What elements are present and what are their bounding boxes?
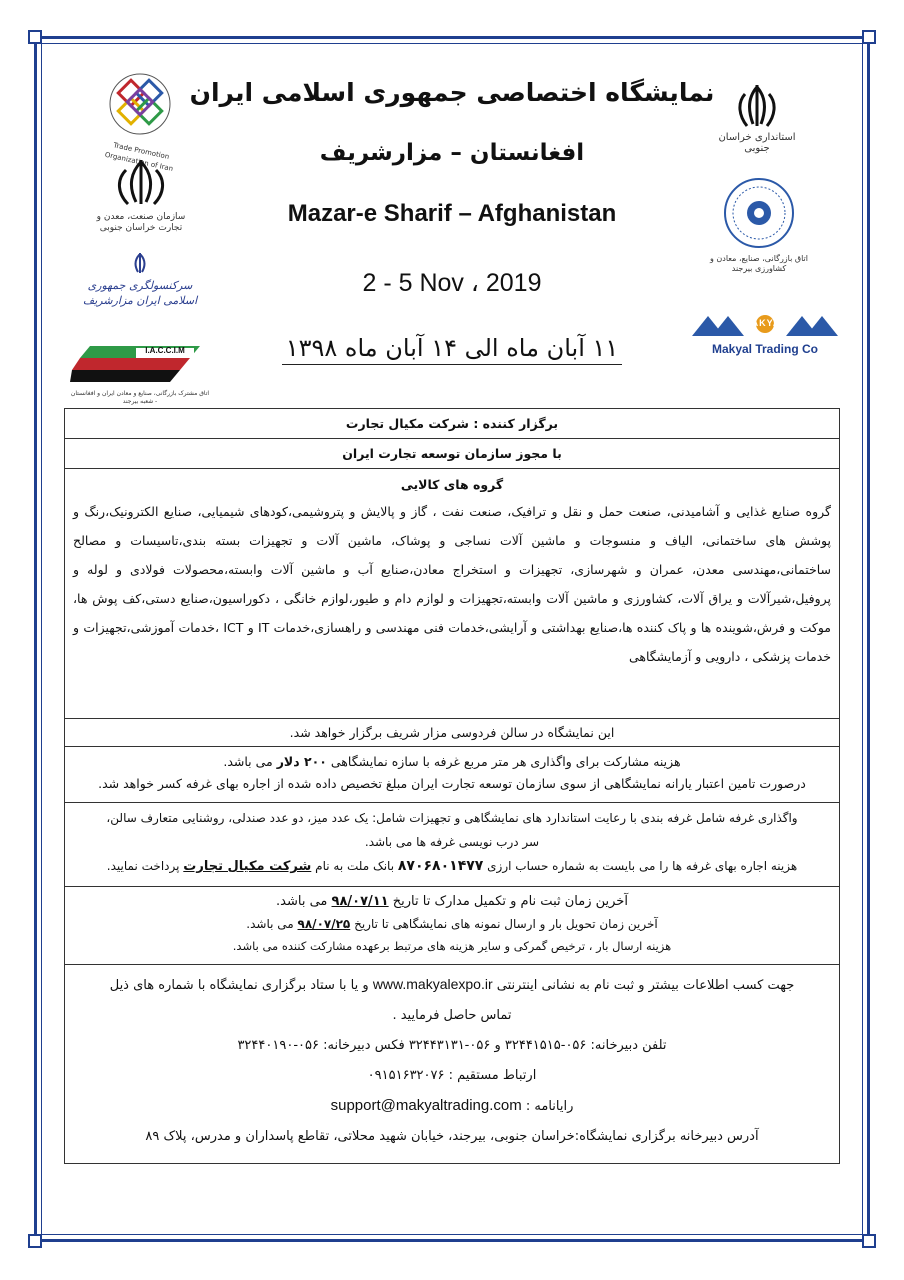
license-row: با مجوز سازمان توسعه تجارت ایران xyxy=(65,439,839,469)
border-corner xyxy=(28,1234,42,1248)
makyal-caption: Makyal Trading Co xyxy=(711,342,819,356)
chamber-seal-icon xyxy=(700,176,818,250)
makyal-mark-text: MAKYAL xyxy=(743,318,787,328)
registration-deadline-prefix: آخرین زمان ثبت نام و تکمیل مدارک تا تاریخ xyxy=(392,894,628,909)
registration-deadline-suffix: می باشد. xyxy=(276,894,328,909)
venue-row: این نمایشگاه در سالن فردوسی مزار شریف برگزار خواهد شد. xyxy=(65,719,839,747)
contact-suffix: و یا با ستاد برگزاری نمایشگاه با شماره های ذیل xyxy=(109,978,369,993)
mobile-line: ارتباط مستقیم : ۰۹۱۵۱۶۳۲۰۷۶ xyxy=(367,1068,537,1083)
email-line xyxy=(65,1091,839,1122)
phones-line: تلفن دبیرخانه: ۰۵۶-۳۲۴۴۱۵۱۵ و ۰۵۶-۳۲۴۴۳۱۳۱ فکس دبیرخانه: ۰۵۶-۳۲۴۴۰۱۹۰ xyxy=(237,1038,667,1053)
payment-suffix: پرداخت نمایید. xyxy=(106,859,180,873)
shipping-deadline-suffix: می باشد. xyxy=(246,917,294,931)
border-corner xyxy=(862,30,876,44)
shipping-deadline-prefix: آخرین زمان تحویل بار و ارسال نمونه های نمایشگاهی تا تاریخ xyxy=(354,917,658,931)
iaccim-caption: اتاق مشترک بازرگانی، صنایع و معادن ایران و افغانستان - شعبه بیرجند xyxy=(70,390,210,405)
exhibition-title: نمایشگاه اختصاصی جمهوری اسلامی ایران xyxy=(189,78,715,107)
contact-prefix: جهت کسب اطلاعات بیشتر و ثبت نام به نشانی اینترنتی xyxy=(496,978,795,993)
website-link[interactable]: www.makyalexpo.ir xyxy=(372,976,493,992)
fee-suffix: می باشد. xyxy=(223,754,273,769)
fee-row xyxy=(65,747,839,803)
dates-persian xyxy=(180,334,724,362)
shipping-costs-line: هزینه ارسال بار ، ترخیص گمرکی و سایر هزینه های مرتبط برعهده مشارکت کننده می باشد. xyxy=(232,939,672,953)
contact-row xyxy=(65,965,839,1163)
shipping-deadline-date: ۹۸/۰۷/۲۵ xyxy=(297,917,351,931)
dates-english: 2 - 5 Nov ، 2019 xyxy=(362,269,542,297)
product-groups-row xyxy=(65,469,839,719)
registration-deadline-line xyxy=(65,891,839,913)
deadlines-row xyxy=(65,887,839,965)
fee-line xyxy=(65,751,839,773)
contact-line-2: تماس حاصل فرمایید . xyxy=(392,1008,512,1023)
tpo-caption: Trade Promotion Organization of Iran xyxy=(104,141,174,174)
iaccim-label: I.A.C.C.I.M xyxy=(145,346,185,355)
product-groups-text: گروه صنایع غذایی و آشامیدنی، صنعت حمل و نقل و ترافیک، صنعت نفت ، گاز و پالایش و پتروشیمی،کودهای شیمیایی، صنایع الکترونیک،رنگ و پوشش های ساختمانی، الیاف و منسوجات و ماشین آلات نساجی و پوشاک، ماشین آلات و تجهیزات بسته بندی،تاسیسات و مصالح ساختمانی،مهندسی معدن، عمران و شهرسازی، تجهیزات و استخراج معادن،صنایع آب و ماشین آلات وابسته،محصولات فولادی و لوله و پروفیل،شیرآلات و یراق آلات، کشاورزی و ماشین آلات وابسته،تجهیزات و لوازم دام و طیور،لوازم خانگی ، دکوراسیون،صنایع دستی،کف پوش ها، موکت و فرش،شوینده ها و پاک کننده ها،صنایع بهداشتی و آرایشی،خدمات فنی مهندسی و راهسازی،خدمات IT و ICT ،خدمات آموزشی،تجهیزات و خدمات پزشکی ، دارویی و آزمایشگاهی xyxy=(73,504,831,664)
payment-company: شرکت مکیال تجارت xyxy=(183,859,312,874)
registration-deadline-date: ۹۸/۰۷/۱۱ xyxy=(331,894,389,909)
chamber-of-commerce-logo xyxy=(700,176,818,272)
contact-line xyxy=(65,969,839,1001)
fee-amount: ۲۰۰ دلار xyxy=(276,754,327,769)
iaccim-logo xyxy=(70,338,210,404)
booth-line-1: واگذاری غرفه شامل غرفه بندی با رعایت استاندارد های نمایشگاهی و تجهیزات شامل: یک عدد میز، دو عدد صندلی، روشنایی متعارف سالن، xyxy=(106,811,798,825)
payment-account: ۸۷۰۶۸۰۱۴۷۷ xyxy=(397,858,484,874)
tpo-logo-icon xyxy=(90,70,190,142)
chamber-caption: اتاق بازرگانی، صنایع، معادن و کشاورزی بیرجند xyxy=(710,254,808,273)
tpo-logo xyxy=(90,70,190,174)
border-corner xyxy=(28,30,42,44)
payment-line xyxy=(65,855,839,878)
booth-payment-row xyxy=(65,803,839,887)
payment-mid: بانک ملت به نام xyxy=(315,859,395,873)
email-label: رایانامه : xyxy=(525,1099,574,1114)
iran-emblem-icon xyxy=(86,158,196,208)
email-link[interactable]: support@makyaltrading.com xyxy=(330,1097,522,1114)
industry-org-caption: سازمان صنعت، معدن و تجارت خراسان جنوبی xyxy=(96,212,186,233)
iran-emblem-icon xyxy=(712,84,802,128)
location-persian: افغانستان – مزارشریف xyxy=(319,140,585,166)
location-english: Mazar-e Sharif – Afghanistan xyxy=(287,200,617,227)
industry-org-logo xyxy=(86,158,196,244)
address-line: آدرس دبیرخانه برگزاری نمایشگاه:خراسان جنوبی، بیرجند، خیابان شهید محلاتی، تقاطع پاسداران و مدرس، پلاک ۸۹ xyxy=(145,1129,759,1144)
organizer-row: برگزار کننده : شرکت مکیال تجارت xyxy=(65,409,839,439)
governorate-caption: استانداری خراسان جنوبی xyxy=(718,132,796,154)
border-corner xyxy=(862,1234,876,1248)
makyal-logo xyxy=(690,312,840,362)
payment-prefix: هزینه اجاره بهای غرفه ها را می بایست به شماره حساب ارزی xyxy=(487,859,798,873)
consulate-logo xyxy=(78,252,202,322)
governorate-logo xyxy=(712,84,802,156)
iran-emblem-small-icon xyxy=(78,252,202,274)
product-groups-title: گروه های کالایی xyxy=(400,477,504,492)
consulate-caption: سرکنسولگری جمهوری اسلامی ایران مزارشریف xyxy=(82,279,198,307)
shipping-deadline-line xyxy=(65,913,839,935)
subsidy-line: درصورت تامین اعتبار یارانه نمایشگاهی از سوی سازمان توسعه تجارت ایران مبلغ تخصیص داده شده از اجاره بهای غرفه کسر خواهد شد. xyxy=(98,776,806,791)
fee-prefix: هزینه مشارکت برای واگذاری هر متر مربع غرفه با سازه نمایشگاهی xyxy=(330,754,681,769)
dates-persian-text: ۱۱ آبان ماه الی ۱۴ آبان ماه ۱۳۹۸ xyxy=(282,334,623,365)
booth-line-2: سر درب نویسی غرفه ها می باشد. xyxy=(364,835,540,849)
info-table xyxy=(64,408,840,1164)
